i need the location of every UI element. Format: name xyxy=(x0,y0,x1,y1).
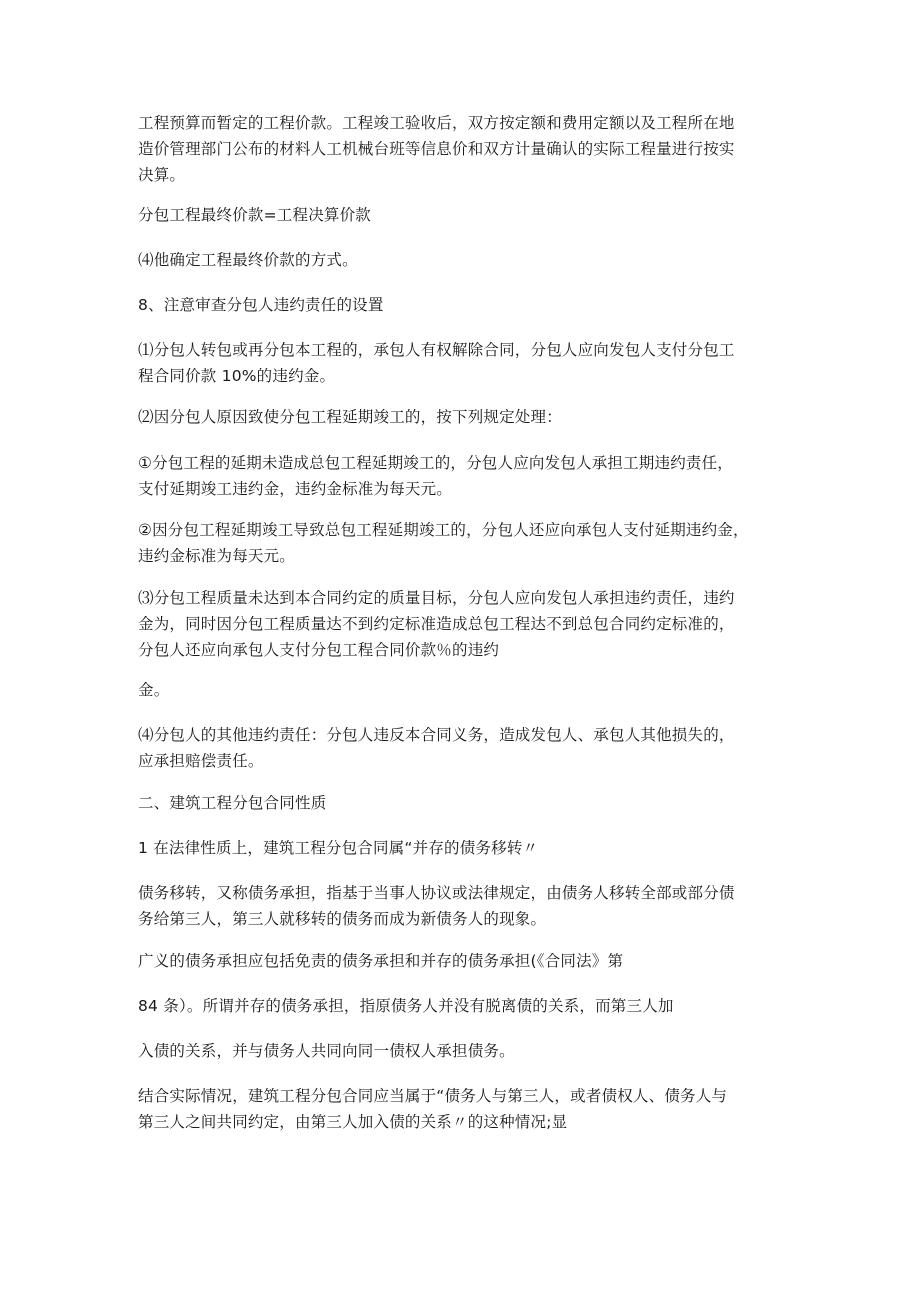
section-heading-2 xyxy=(138,790,798,816)
paragraph-legal-nature xyxy=(138,835,798,861)
text-line: ⑵因分包人原因致使分包工程延期竣工的，按下列规定处理： xyxy=(138,408,562,426)
text-line: 8、注意审查分包人违约责任的设置 xyxy=(138,296,384,314)
paragraph-conclusion xyxy=(138,1083,798,1135)
paragraph-other-method xyxy=(138,247,798,273)
text-line: 二、建筑工程分包合同性质 xyxy=(138,794,327,812)
paragraph-item-1 xyxy=(138,337,798,389)
text-line: ②因分包工程延期竣工导致总包工程延期竣工的，分包人还应向承包人支付延期违约金， xyxy=(138,521,749,539)
text-line: 分包人还应向承包人支付分包工程合同价款％的违约 xyxy=(138,641,500,659)
text-line: 违约金标准为每天元。 xyxy=(138,547,296,565)
text-line: 金。 xyxy=(138,681,170,699)
paragraph-broad-debt-assumption xyxy=(138,948,798,974)
paragraph-item-3 xyxy=(138,585,798,663)
paragraph-subitem-2 xyxy=(138,517,798,569)
paragraph-debt-transfer-definition xyxy=(138,880,798,932)
text-line: 结合实际情况，建筑工程分包合同应当属于“债务人与第三人，或者债权人、债务人与 xyxy=(138,1087,728,1105)
text-line: 造价管理部门公布的材料人工机械台班等信息价和双方计量确认的实际工程量进行按实 xyxy=(138,140,735,158)
text-line: ⑷分包人的其他违约责任：分包人违反本合同义务，造成发包人、承包人其他损失的， xyxy=(138,726,735,744)
text-line: 支付延期竣工违约金，违约金标准为每天元。 xyxy=(138,480,453,498)
text-line: ⑶分包工程质量未达到本合同约定的质量目标，分包人应向发包人承担违约责任，违约 xyxy=(138,589,735,607)
paragraph-item-4 xyxy=(138,722,798,774)
text-line: 务给第三人，第三人就移转的债务而成为新债务人的现象。 xyxy=(138,910,547,928)
text-line: 84 条）。所谓并存的债务承担，指原债务人并没有脱离债的关系，而第三人加 xyxy=(138,997,674,1015)
text-line: 金为，同时因分包工程质量达不到约定标准造成总包工程达不到总包合同约定标准的， xyxy=(138,615,735,633)
text-line: 1 在法律性质上，建筑工程分包合同属“并存的债务移转〃 xyxy=(138,839,539,857)
paragraph-final-price-formula xyxy=(138,202,798,228)
section-heading-8 xyxy=(138,292,798,318)
paragraph-item-2 xyxy=(138,404,798,430)
text-line: ⑴分包人转包或再分包本工程的，承包人有权解除合同，分包人应向发包人支付分包工 xyxy=(138,341,735,359)
text-line: 应承担赔偿责任。 xyxy=(138,752,264,770)
text-line: 工程预算而暂定的工程价款。工程竣工验收后，双方按定额和费用定额以及工程所在地 xyxy=(138,114,735,132)
paragraph-item-3-continued xyxy=(138,677,798,703)
text-line: 第三人之间共同约定，由第三人加入债的关系〃的这种情况;显 xyxy=(138,1113,568,1131)
text-line: ①分包工程的延期未造成总包工程延期竣工的，分包人应向发包人承担工期违约责任， xyxy=(138,454,733,472)
text-line: 决算。 xyxy=(138,166,186,184)
paragraph-settlement xyxy=(138,110,798,188)
text-line: 程合同价款 10%的违约金。 xyxy=(138,367,336,385)
paragraph-article-84 xyxy=(138,993,798,1019)
paragraph-subitem-1 xyxy=(138,450,798,502)
paragraph-join-debt xyxy=(138,1038,798,1064)
text-line: 债务移转，又称债务承担，指基于当事人协议或法律规定，由债务人移转全部或部分债 xyxy=(138,884,735,902)
text-line: 分包工程最终价款=工程决算价款 xyxy=(138,206,371,224)
text-line: 入债的关系，并与债务人共同向同一债权人承担债务。 xyxy=(138,1042,515,1060)
text-line: 广义的债务承担应包括免责的债务承担和并存的债务承担(《合同法》第 xyxy=(138,952,624,970)
text-line: ⑷他确定工程最终价款的方式。 xyxy=(138,251,358,269)
